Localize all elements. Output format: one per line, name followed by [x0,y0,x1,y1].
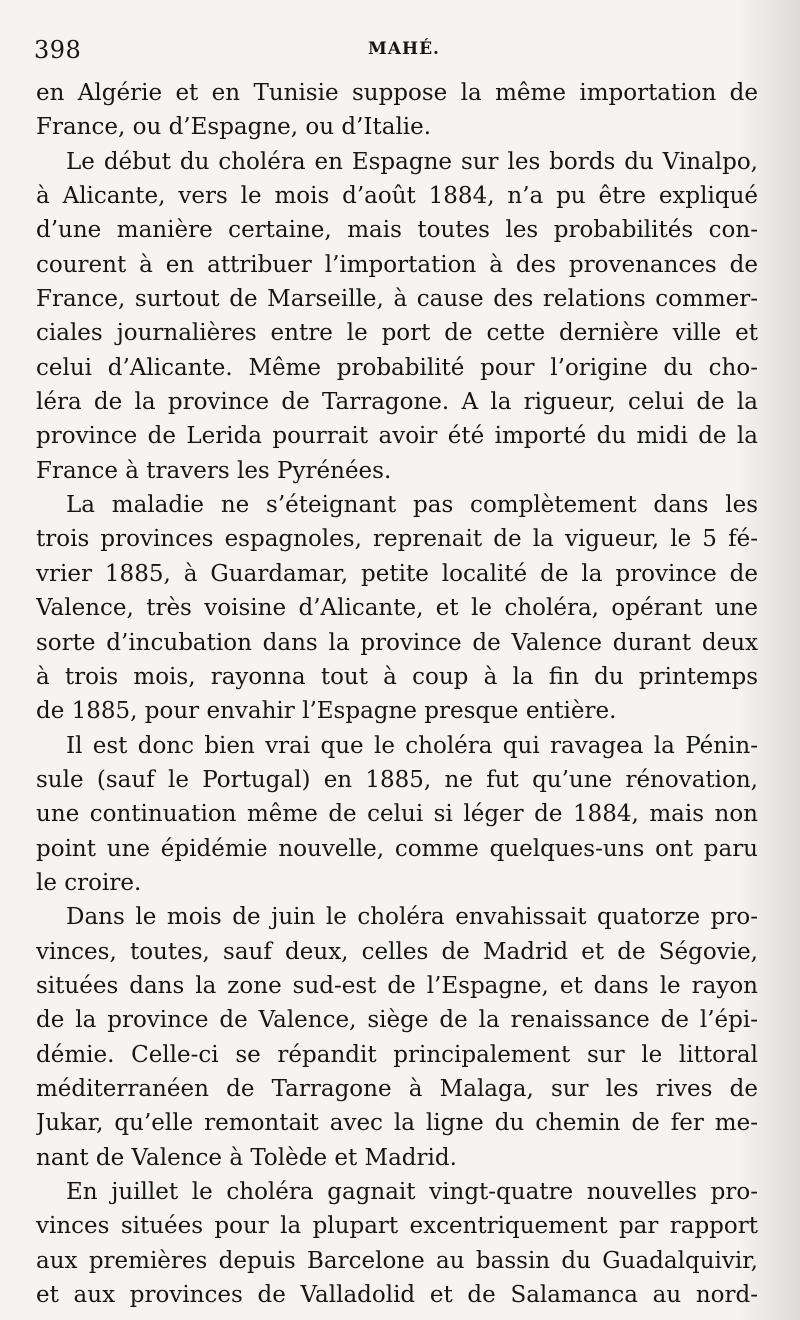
text-line: vinces, toutes, sauf deux, celles de Madrid et de Ségovie, [36,938,758,965]
text-line: léra de la province de Tarragone. A la rigueur, celui de la [36,389,758,416]
text-line: courent à en attribuer l’importation à des provenances de [36,251,758,278]
text-line: une continuation même de celui si léger de 1884, mais non [36,801,758,828]
text-line: situées dans la zone sud-est de l’Espagne, et dans le rayon [36,972,758,999]
text-line: à Alicante, vers le mois d’août 1884, n’a pu être expliqué [36,183,758,210]
text-line: vrier 1885, à Guardamar, petite localité de la province de [36,560,758,587]
text-line: celui d’Alicante. Même probabilité pour l’origine du cho- [36,354,758,381]
text-line: le croire. [36,869,142,896]
text-line: ciales journalières entre le port de cette dernière ville et [36,320,758,347]
text-line: nant de Valence à Tolède et Madrid. [36,1144,457,1171]
text-line: méditerranéen de Tarragone à Malaga, sur les rives de [36,1075,758,1102]
text-line: en Algérie et en Tunisie suppose la même importation de [36,80,758,106]
text-line: à trois mois, rayonna tout à coup à la fin du printemps [36,663,758,690]
text-line: France à travers les Pyrénées. [36,457,392,484]
text-line: de 1885, pour envahir l’Espagne presque entière. [36,698,617,725]
text-line: sorte d’incubation dans la province de Valence durant deux [36,629,758,656]
text-line: La maladie ne s’éteignant pas complètement dans les [66,492,758,519]
text-line: et aux provinces de Valladolid et de Salamanca au nord- [36,1282,758,1309]
text-line: Il est donc bien vrai que le choléra qui ravagea la Pénin- [66,732,758,759]
text-line: France, surtout de Marseille, à cause des relations commer- [36,286,758,313]
body-text [36,76,758,1312]
text-line: Le début du choléra en Espagne sur les bords du Vinalpo, [66,148,758,175]
text-line: démie. Celle-ci se répandit principalement sur le littoral [36,1041,758,1068]
text-line: Valence, très voisine d’Alicante, et le choléra, opérant une [36,595,758,622]
text-line: point une épidémie nouvelle, comme quelques-uns ont paru [36,835,758,862]
text-line: aux premières depuis Barcelone au bassin du Guadalquivir, [36,1247,758,1274]
page-header [34,36,758,72]
text-line: France, ou d’Espagne, ou d’Italie. [36,114,432,141]
running-head: MAHÉ. [368,39,440,59]
text-line: Jukar, qu’elle remontait avec la ligne du chemin de fer me- [36,1110,758,1137]
text-line: d’une manière certaine, mais toutes les probabilités con- [36,217,758,244]
text-line: trois provinces espagnoles, reprenait de la vigueur, le 5 fé- [36,526,758,553]
text-line: province de Lerida pourrait avoir été importé du midi de la [36,423,758,450]
text-line: Dans le mois de juin le choléra envahissait quatorze pro- [66,904,758,931]
page-number: 398 [34,36,82,64]
text-line: vinces situées pour la plupart excentriquement par rapport [36,1213,758,1240]
text-line: En juillet le choléra gagnait vingt-quatre nouvelles pro- [66,1179,758,1205]
text-line: de la province de Valence, siège de la renaissance de l’épi- [36,1007,758,1034]
text-line: sule (sauf le Portugal) en 1885, ne fut qu’une rénovation, [36,766,758,793]
